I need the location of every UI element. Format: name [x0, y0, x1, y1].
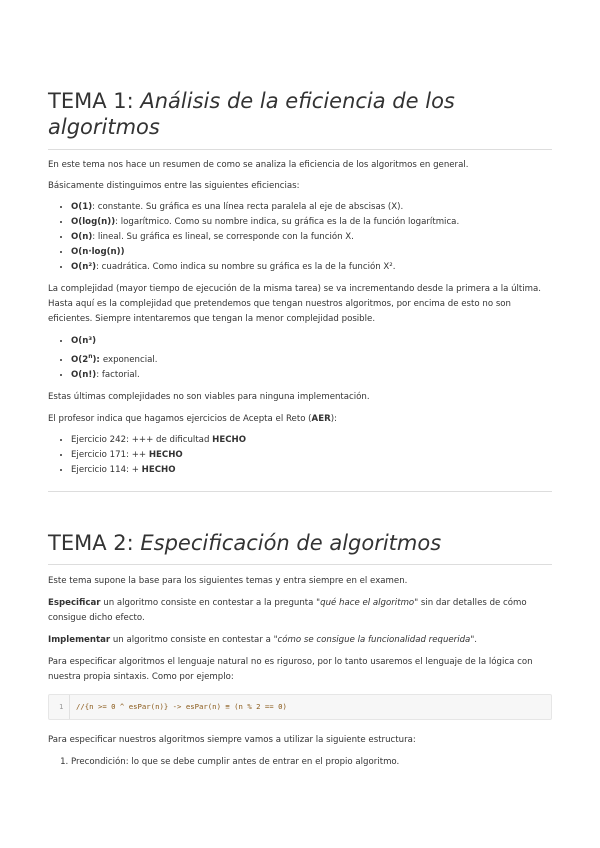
- efficiency-list: [48, 200, 552, 275]
- aer-bold: AER: [311, 413, 331, 424]
- efficiency-item: [71, 260, 552, 275]
- complexity-desc: exponencial.: [102, 354, 158, 365]
- implement-term: Implementar: [48, 634, 111, 645]
- efficiency-notation: O(1): [71, 202, 93, 212]
- efficiency-notation: O(n·log(n)): [71, 247, 125, 257]
- not-viable-paragraph: Estas últimas complejidades no son viables para ninguna implementación.: [48, 391, 370, 402]
- complexity-notation: O(2: [71, 354, 89, 365]
- implement-question: cómo se consigue la funcionalidad requerida: [277, 634, 471, 645]
- exponent: n: [88, 353, 93, 360]
- heading-underline: [48, 564, 552, 565]
- document-content: [48, 88, 552, 770]
- code-line-number: 1: [59, 701, 64, 711]
- exercise-status: HECHO: [141, 464, 176, 475]
- exercise-label: Ejercicio 242: +++ de dificultad: [71, 434, 213, 445]
- high-complexity-list: [48, 334, 552, 383]
- tema2-intro: Este tema supone la base para los siguientes temas y entra siempre en el examen.: [48, 575, 408, 586]
- exercise-item: [71, 463, 552, 478]
- tema1-title-number: TEMA 1:: [48, 89, 141, 113]
- implement-paragraph: [48, 633, 552, 648]
- specify-term: Especificar: [48, 597, 101, 608]
- tema2-heading: [48, 530, 552, 556]
- exercise-item: [71, 448, 552, 463]
- tema1-distinguish: Básicamente distinguimos entre las siguientes eficiencias:: [48, 181, 300, 191]
- aer-text-end: ):: [330, 413, 337, 424]
- logic-paragraph: Para especificar algoritmos el lenguaje natural no es riguroso, por lo tanto usaremos el lenguaje de la lógica con nuestra propia sintaxis. Como por ejemplo:: [48, 656, 533, 682]
- specify-paragraph: [48, 596, 552, 626]
- specify-question: qué hace el algoritmo: [320, 597, 415, 608]
- structure-steps: [48, 755, 552, 770]
- efficiency-desc: : lineal. Su gráfica es lineal, se corresponde con la función X.: [92, 232, 354, 242]
- complexity-notation: O(n!): [71, 369, 97, 380]
- specify-text-end: " sin dar detalles de cómo consigue dicho efecto.: [48, 597, 527, 623]
- tema2-title: Especificación de algoritmos: [140, 530, 442, 555]
- exercise-label: Ejercicio 171: ++: [71, 449, 149, 460]
- efficiency-item: [71, 245, 552, 260]
- heading-underline: [48, 149, 552, 150]
- specify-text: un algoritmo consiste en contestar a la pregunta ": [100, 597, 321, 608]
- efficiency-notation: O(log(n)): [71, 217, 116, 227]
- tema2-title-number: TEMA 2:: [48, 530, 141, 555]
- efficiency-item: [71, 215, 552, 230]
- implement-text-end: ".: [470, 634, 478, 645]
- efficiency-desc: : constante. Su gráfica es una línea recta paralela al eje de abscisas (X).: [92, 202, 404, 212]
- complexity-item: [71, 334, 552, 349]
- complexity-notation-end: ):: [92, 354, 103, 365]
- tema1-intro: En este tema nos hace un resumen de como se analiza la eficiencia de los algoritmos en general.: [48, 160, 469, 170]
- exercise-status: HECHO: [148, 449, 183, 460]
- aer-text: El profesor indica que hagamos ejercicios de Acepta el Reto (: [48, 413, 312, 424]
- exercise-list: [48, 433, 552, 478]
- efficiency-notation: O(n): [71, 232, 93, 242]
- tema1-title-line2: algoritmos: [48, 115, 160, 139]
- structure-paragraph: Para especificar nuestros algoritmos siempre vamos a utilizar la siguiente estructura:: [48, 734, 416, 745]
- section-divider: [48, 491, 552, 492]
- efficiency-notation: O(n²): [71, 262, 97, 272]
- structure-step: 1. Precondición: lo que se debe cumplir antes de entrar en el propio algoritmo.: [71, 755, 552, 770]
- efficiency-desc: : cuadrática. Como indica su nombre su gráfica es la de la función X².: [96, 262, 396, 272]
- complexity-desc: : factorial.: [96, 369, 140, 380]
- code-gutter: [69, 695, 70, 719]
- efficiency-item: [71, 200, 552, 215]
- code-line: //{n >= 0 ^ esPar(n)} -> esPar(n) ≡ (n % 2 == 0): [76, 701, 287, 711]
- complexity-notation: O(n³): [71, 336, 97, 346]
- efficiency-desc: : logarítmico. Como su nombre indica, su gráfica es la de la función logarítmica.: [115, 217, 460, 227]
- implement-text: un algoritmo consiste en contestar a ": [110, 634, 278, 645]
- aer-paragraph: [48, 412, 552, 427]
- exercise-status: HECHO: [212, 434, 247, 445]
- tema1-heading: [48, 88, 552, 140]
- exercise-item: [71, 433, 552, 448]
- complexity-item: [71, 349, 552, 368]
- tema1-title-line1: Análisis de la eficiencia de los: [140, 89, 455, 113]
- code-block: [48, 694, 552, 720]
- exercise-label: Ejercicio 114: +: [71, 464, 142, 475]
- efficiency-item: [71, 230, 552, 245]
- complexity-paragraph: La complejidad (mayor tiempo de ejecución de la misma tarea) se va incrementando desde la primera a la última. Hasta aquí es la complejidad que pretendemos que tengan nuestros algoritmos, por encima de esto no son eficientes. Siempre intentaremos que tengan la menor complejidad posible.: [48, 284, 542, 324]
- complexity-item: [71, 368, 552, 383]
